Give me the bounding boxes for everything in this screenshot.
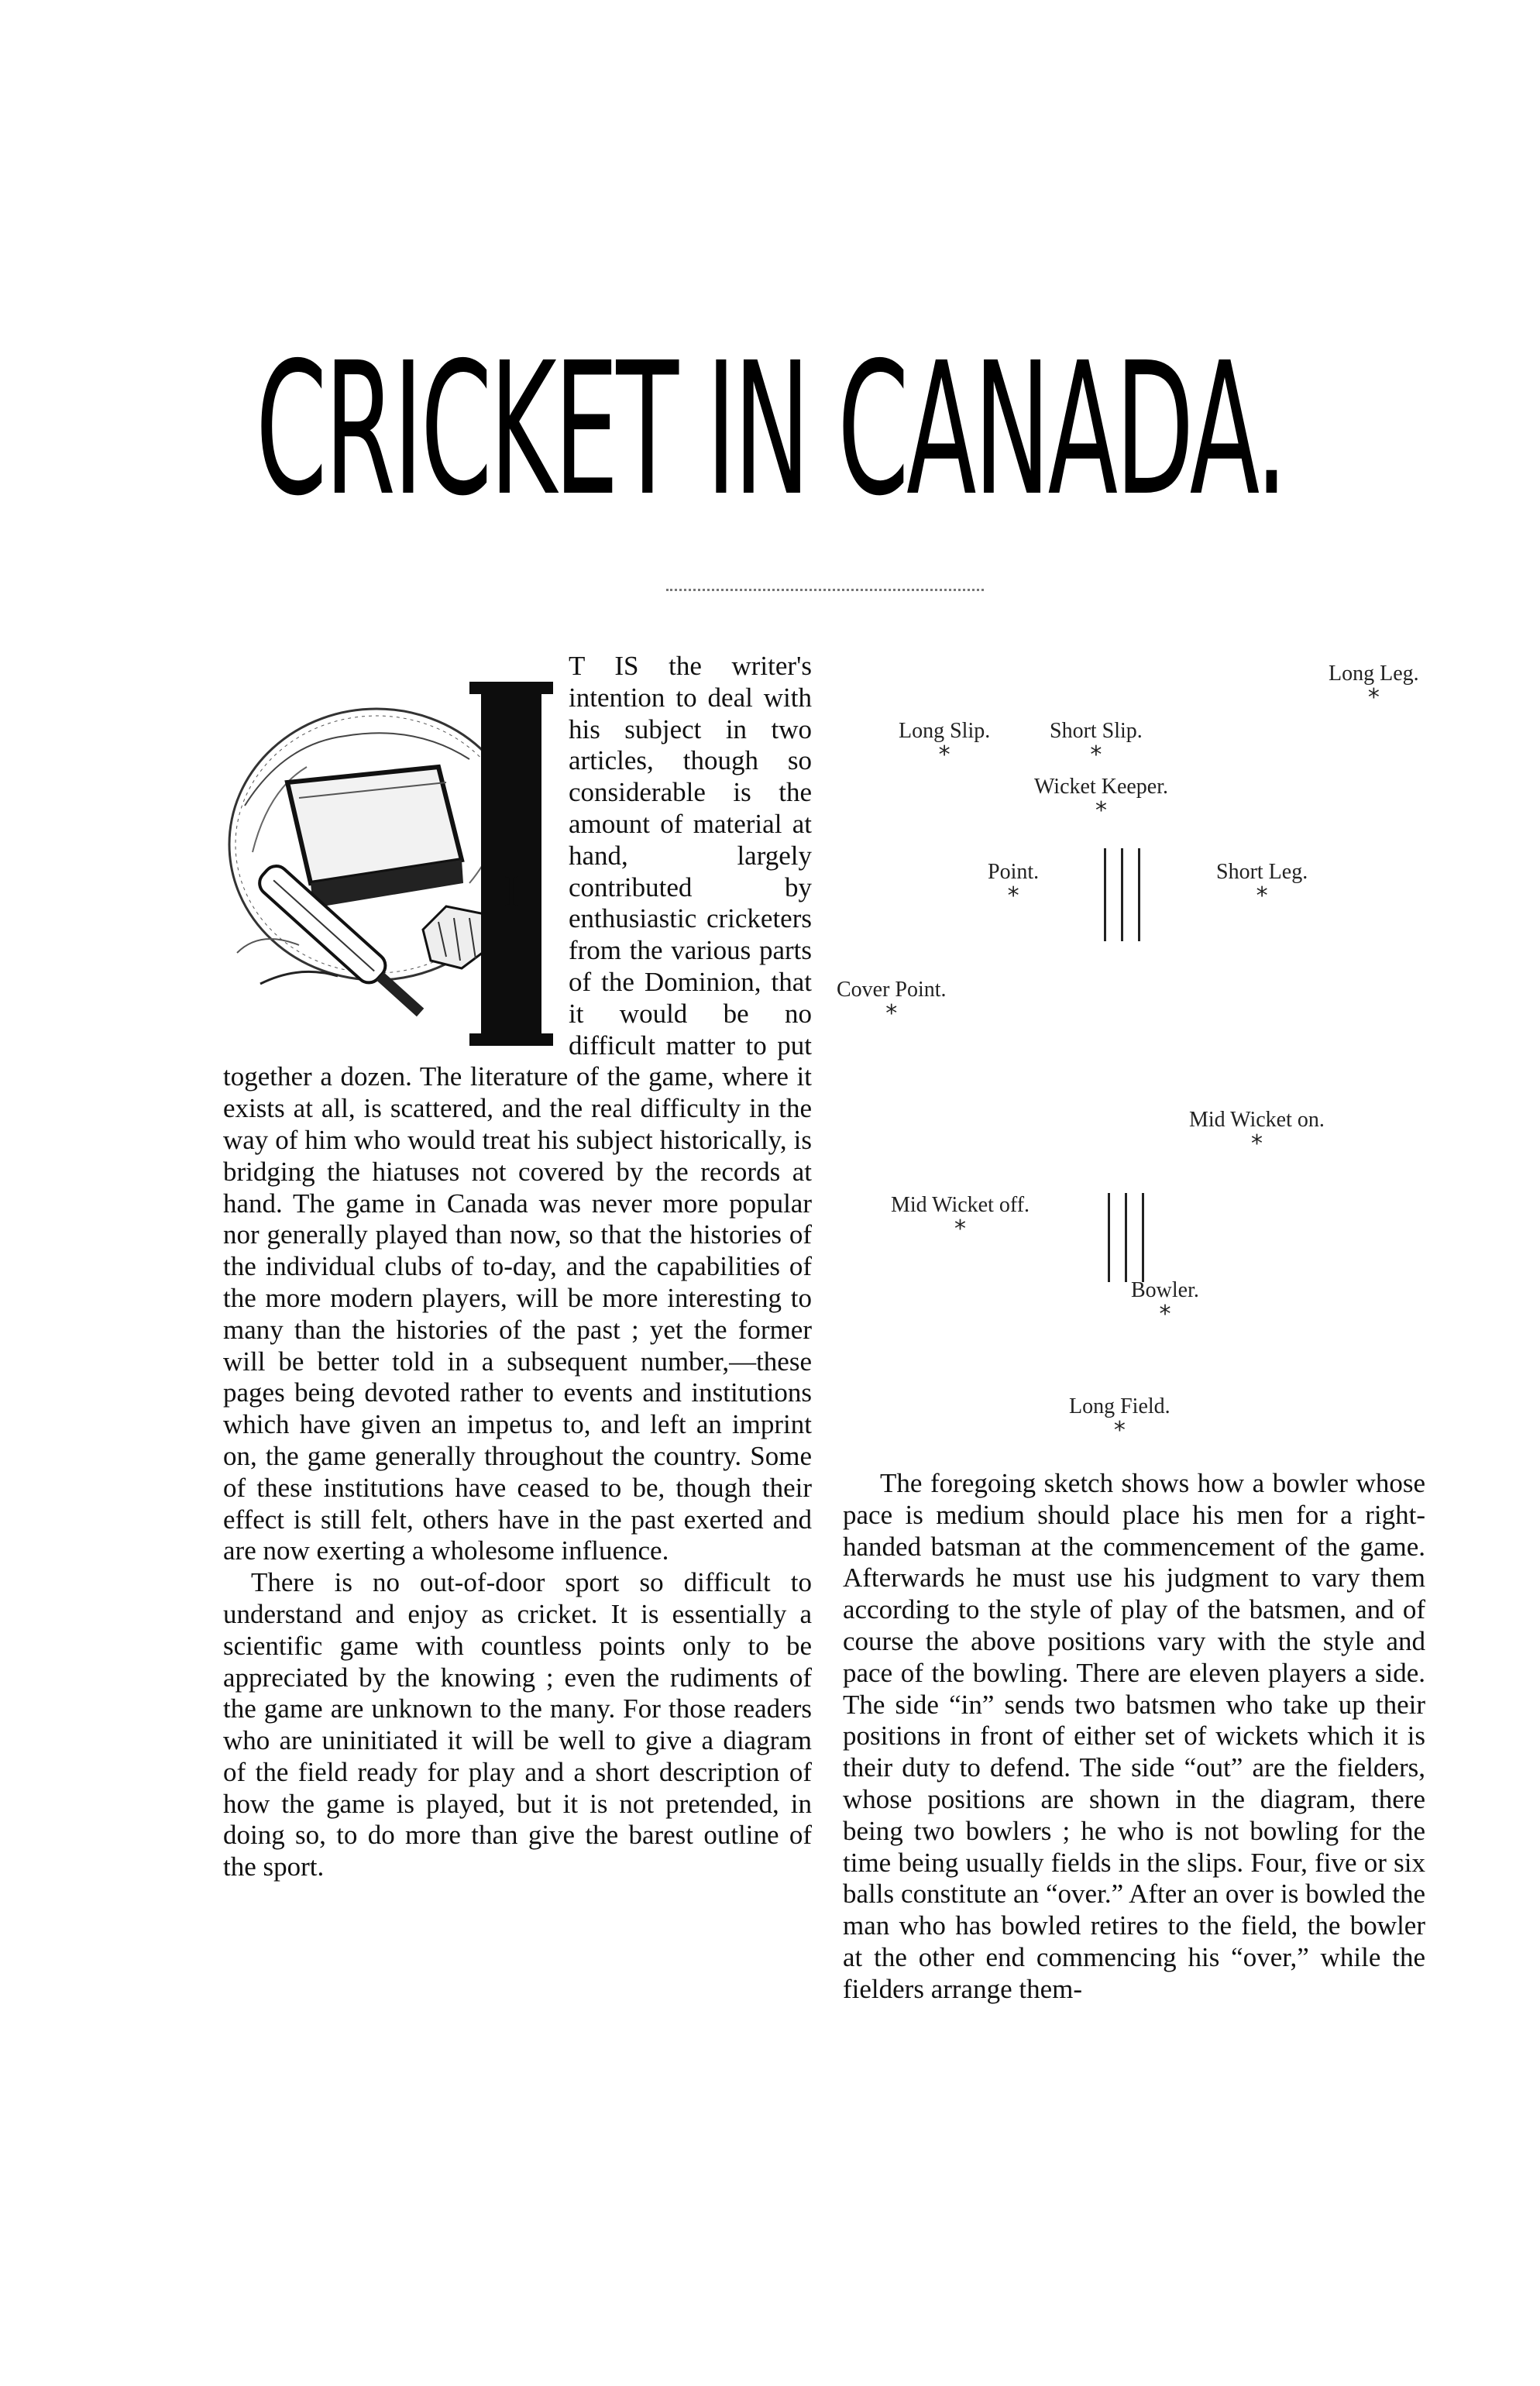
label: Long Field. bbox=[1069, 1394, 1170, 1418]
position-mid-wicket-on bbox=[1189, 1108, 1325, 1156]
position-bowler bbox=[1131, 1278, 1199, 1326]
left-column bbox=[223, 651, 812, 1883]
position-long-leg bbox=[1329, 662, 1419, 710]
fielder-star-icon: * bbox=[1256, 882, 1268, 909]
position-wicket-keeper bbox=[1034, 775, 1168, 823]
label: Bowler. bbox=[1131, 1278, 1199, 1302]
fielder-star-icon: * bbox=[1113, 1417, 1126, 1444]
position-long-slip bbox=[899, 719, 990, 767]
field-diagram bbox=[821, 651, 1456, 1456]
cricket-vignette-icon bbox=[214, 651, 569, 1046]
position-short-leg bbox=[1216, 860, 1308, 908]
position-cover-point bbox=[837, 978, 947, 1026]
fielder-star-icon: * bbox=[954, 1215, 967, 1243]
label: Mid Wicket off. bbox=[891, 1193, 1030, 1217]
fielder-star-icon: * bbox=[885, 1000, 898, 1027]
bowling-wicket bbox=[1108, 1193, 1145, 1282]
right-column bbox=[843, 1468, 1425, 2006]
position-short-slip bbox=[1050, 719, 1143, 767]
left-paragraph-2: There is no out-of-door sport so difficult to understand and enjoy as cricket. It is essentially a scientific game with countless points only to be appreciated by the knowing ; even the rudiments of the game are unknown to the many. For those readers who are uninitiated it will be well to give a diagram of the field ready for play and a short description of how the game is played, but it is not pretended, in doing so, to do more than give the barest outline of the sport. bbox=[223, 1567, 812, 1882]
position-mid-wicket-off bbox=[891, 1193, 1030, 1241]
title-rule bbox=[666, 589, 984, 591]
article-title: CRICKET IN CANADA. bbox=[256, 323, 1286, 536]
label: Long Slip. bbox=[899, 719, 991, 743]
fielder-star-icon: * bbox=[1095, 797, 1107, 824]
fielder-star-icon: * bbox=[1007, 882, 1019, 909]
label: Short Leg. bbox=[1216, 860, 1308, 884]
label: Long Leg. bbox=[1329, 662, 1419, 686]
label: Mid Wicket on. bbox=[1189, 1108, 1325, 1132]
label: Point. bbox=[988, 860, 1040, 884]
label: Cover Point. bbox=[837, 978, 947, 1002]
fielder-star-icon: * bbox=[1159, 1301, 1171, 1328]
right-paragraph-1: The foregoing sketch shows how a bowler whose pace is medium should place his men for a right-handed batsman at the commencement of the game. Afterwards he must use his judgment to vary them according to the style of play of the batsmen, and of course the above positions vary with the style and pace of the bowling. There are eleven players a side. The side “in” sends two batsmen who take up their positions in front of either set of wickets which it is their duty to defend. The side “out” are the fielders, whose positions are shown in the diagram, there being two bowlers ; he who is not bowling for the time being usually fields in the slips. Four, five or six balls constitute an “over.” After an over is bowled the man who has bowled retires to the field, the bowler at the other end commencing his “over,” while the fielders arrange them- bbox=[843, 1468, 1425, 2004]
fielder-star-icon: * bbox=[1090, 741, 1102, 768]
drop-cap-illustration bbox=[214, 651, 569, 1046]
fielder-star-icon: * bbox=[1367, 684, 1380, 711]
fielder-star-icon: * bbox=[938, 741, 950, 768]
fielder-star-icon: * bbox=[1250, 1130, 1263, 1157]
left-paragraph-1: T IS the writer's intention to deal with his subject in two articles, though so considerable is the amount of material at hand, largely contributed by enthusiastic cricketers from the various parts of the Dominion, that it would be no difficult matter to put together a dozen. The literature of the game, where it exists at all, is scattered, and the real difficulty in the way of him who would treat his subject historically, is bridging the hiatuses not covered by the records at hand. The game in Canada was never more popular nor generally played than now, so that the histories of the individual clubs of to-day, and the capabilities of the more modern players, will be more interesting to many than the histories of the past ; yet the former will be better told in a subsequent number,—these pages being devoted rather to events and institutions which have given an impetus to, and left an imprint on, the game generally throughout the country. Some of these institutions have ceased to be, though their effect is still felt, others have in the past exerted and are now exerting a wholesome influence. bbox=[223, 651, 812, 1566]
drop-cap-letter: I bbox=[504, 865, 519, 916]
label: Wicket Keeper. bbox=[1034, 775, 1169, 799]
position-point bbox=[988, 860, 1039, 908]
batting-wicket bbox=[1104, 848, 1141, 941]
position-long-field bbox=[1069, 1394, 1170, 1442]
label: Short Slip. bbox=[1050, 719, 1143, 743]
